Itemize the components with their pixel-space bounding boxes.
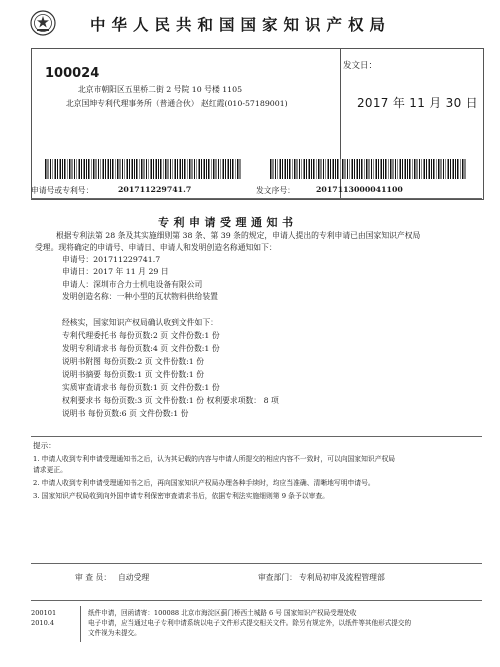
tip-line: 2. 申请人收到专利申请受理通知书之后，再向国家知识产权局办理各种手续时，均应当准确、清晰地写明申请号。 xyxy=(33,479,375,487)
field-line: 申请号：201711229741.7 xyxy=(62,255,161,264)
national-emblem-icon xyxy=(30,10,56,36)
field-line: 申请日：2017 年 11 月 29 日 xyxy=(62,267,169,276)
file-line: 发明专利请求书 每份页数:4 页 文件份数:1 份 xyxy=(62,344,220,353)
divider xyxy=(31,436,482,437)
footer-line-2: 电子申请，应当通过电子专利申请系统以电子文件形式提交相关文件。除另有规定外，以纸件等其他形式提交的 xyxy=(88,619,412,627)
department-value: 专利局初审及流程管理部 xyxy=(299,573,385,582)
tips-label: 提示： xyxy=(33,441,56,450)
application-number-label: 申请号或专利号： xyxy=(31,186,94,195)
issuer-title: 中华人民共和国国家知识产权局 xyxy=(90,16,392,34)
divider xyxy=(31,198,482,199)
department-label: 审查部门： xyxy=(258,573,297,582)
file-line: 专利代理委托书 每份页数:2 页 文件份数:1 份 xyxy=(62,331,220,340)
file-line: 实质审查请求书 每份页数:1 页 文件份数:1 份 xyxy=(62,383,220,392)
dispatch-date: 2017 年 11 月 30 日 xyxy=(357,96,478,110)
serial-number-label: 发文序号： xyxy=(256,186,295,195)
field-line: 申请人：深圳市合力士机电设备有限公司 xyxy=(62,280,203,289)
divider xyxy=(31,563,482,564)
intro-line-1: 根据专利法第 28 条及其实施细则第 38 条、第 39 条的规定，申请人提出的专利申请已由国家知识产权局 xyxy=(56,231,421,240)
tip-line: 1. 申请人收到专利申请受理通知书之后，认为其记载的内容与申请人所提交的相应内容不一致时，可以向国家知识产权局 xyxy=(33,455,396,463)
postcode: 100024 xyxy=(45,66,100,81)
barcode-right xyxy=(270,159,466,179)
barcode-left xyxy=(45,159,241,179)
files-intro: 经核实，国家知识产权局确认收到文件如下： xyxy=(62,318,218,327)
file-line: 说明书 每份页数:6 页 文件份数:1 份 xyxy=(62,409,189,418)
application-number: 201711229741.7 xyxy=(118,185,192,194)
divider xyxy=(31,600,482,601)
footer-line-1: 纸件申请，回函请寄：100088 北京市海淀区蓟门桥西土城路 6 号 国家知识产权局受理处收 xyxy=(88,609,357,617)
file-line: 说明书附图 每份页数:2 页 文件份数:1 份 xyxy=(62,357,205,366)
serial-number: 2017113000041100 xyxy=(316,185,403,194)
tip-line: 3. 国家知识产权局收到向外国申请专利保密审查请求书后，依据专利法实施细则第 9 条予以审查。 xyxy=(33,492,329,500)
intro-line-2: 受理。现将确定的申请号、申请日、申请人和发明创造名称通知如下： xyxy=(35,243,277,252)
footer-code-1: 200101 xyxy=(31,609,57,617)
examiner-value: 自动受理 xyxy=(118,573,150,582)
dispatch-date-label: 发文日： xyxy=(343,61,378,71)
footer-code-2: 2010.4 xyxy=(31,619,55,627)
address-line-1: 北京市朝阳区五里桥二街 2 号院 10 号楼 1105 xyxy=(78,85,243,94)
footer-line-3: 文件视为未提交。 xyxy=(88,629,141,637)
tip-line: 请求更正。 xyxy=(33,466,67,474)
file-line: 权利要求书 每份页数:3 页 文件份数:1 份 权利要求项数： 8 项 xyxy=(62,396,279,405)
file-line: 说明书摘要 每份页数:1 页 文件份数:1 份 xyxy=(62,370,205,379)
address-line-2: 北京国坤专利代理事务所（普通合伙） 赵红霞(010-57189001) xyxy=(66,99,288,108)
footer-divider xyxy=(80,606,81,642)
notice-title: 专利申请受理通知书 xyxy=(158,216,298,229)
examiner-label: 审 查 员： xyxy=(75,573,112,582)
field-line: 发明创造名称：一种小型的瓦状物料供给装置 xyxy=(62,292,218,301)
